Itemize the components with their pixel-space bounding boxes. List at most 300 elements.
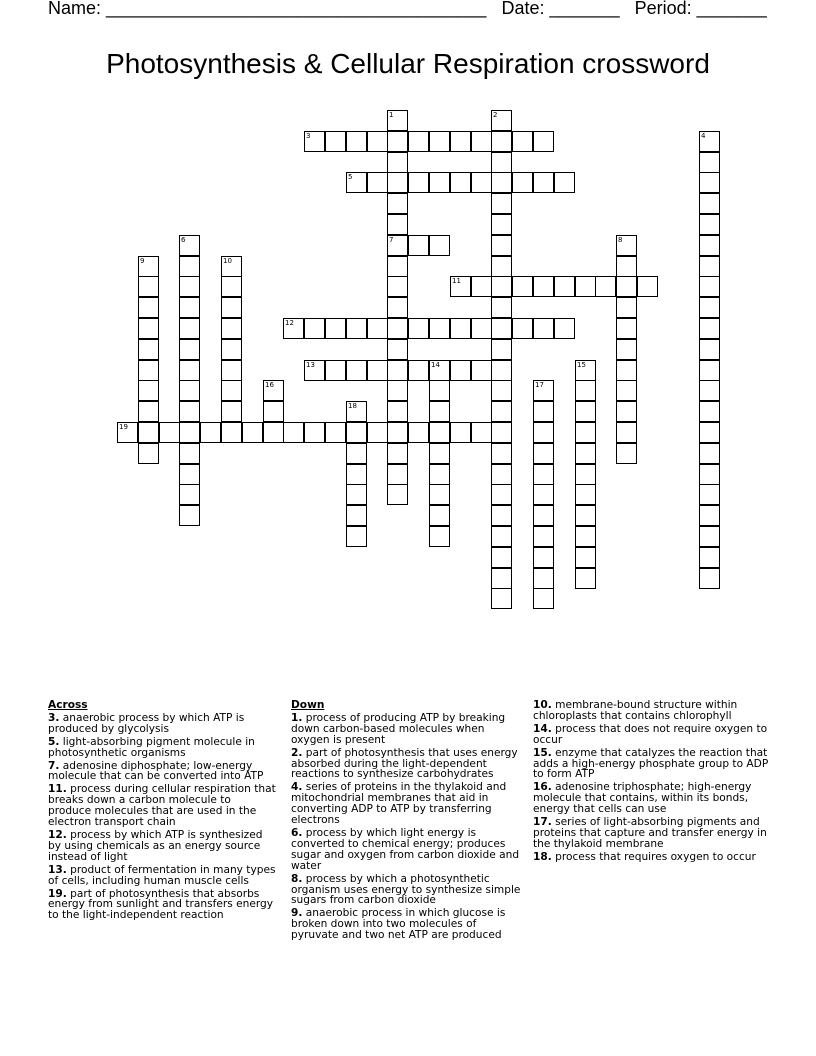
clue-item-number: 5. bbox=[48, 735, 60, 748]
grid-cell[interactable] bbox=[699, 422, 720, 443]
grid-cell[interactable] bbox=[387, 172, 408, 193]
clue-number: 10 bbox=[223, 257, 232, 265]
clue-item-number: 14. bbox=[533, 722, 552, 735]
clue-item-text: process that does not require oxygen to occur bbox=[533, 722, 768, 746]
clue-item bbox=[291, 713, 523, 746]
grid-cell[interactable] bbox=[450, 422, 471, 443]
grid-cell[interactable] bbox=[491, 235, 512, 256]
grid-cell[interactable] bbox=[491, 152, 512, 173]
grid-cell[interactable] bbox=[221, 401, 242, 422]
grid-cell[interactable] bbox=[283, 422, 304, 443]
clue-number: 16 bbox=[265, 381, 274, 389]
clue-item bbox=[48, 830, 276, 863]
grid-cell[interactable] bbox=[429, 318, 450, 339]
grid-cell[interactable] bbox=[221, 276, 242, 297]
grid-cell[interactable] bbox=[429, 401, 450, 422]
grid-cell[interactable] bbox=[491, 588, 512, 609]
grid-cell[interactable] bbox=[346, 131, 367, 152]
grid-cell[interactable] bbox=[616, 401, 637, 422]
grid-cell[interactable] bbox=[387, 443, 408, 464]
grid-cell[interactable] bbox=[491, 276, 512, 297]
grid-cell[interactable] bbox=[699, 526, 720, 547]
grid-cell[interactable] bbox=[138, 401, 159, 422]
grid-cell[interactable] bbox=[387, 297, 408, 318]
clue-item bbox=[48, 737, 276, 759]
grid-cell[interactable] bbox=[346, 318, 367, 339]
grid-cell[interactable] bbox=[304, 131, 325, 152]
down-clues bbox=[291, 700, 523, 943]
grid-cell[interactable] bbox=[512, 172, 533, 193]
grid-cell[interactable] bbox=[575, 505, 596, 526]
grid-cell[interactable] bbox=[179, 235, 200, 256]
grid-cell[interactable] bbox=[616, 380, 637, 401]
grid-cell[interactable] bbox=[491, 547, 512, 568]
clue-item bbox=[533, 782, 769, 815]
grid-cell[interactable] bbox=[138, 339, 159, 360]
grid-cell[interactable] bbox=[387, 401, 408, 422]
grid-cell[interactable] bbox=[221, 318, 242, 339]
clue-number: 2 bbox=[493, 111, 498, 119]
grid-cell[interactable] bbox=[429, 505, 450, 526]
grid-cell[interactable] bbox=[533, 131, 554, 152]
across-clue-list bbox=[48, 713, 276, 921]
grid-cell[interactable] bbox=[367, 131, 388, 152]
clue-item-text: light-absorbing pigment molecule in photosynthetic organisms bbox=[48, 735, 255, 759]
grid-cell[interactable] bbox=[221, 422, 242, 443]
grid-cell[interactable] bbox=[699, 380, 720, 401]
grid-cell[interactable] bbox=[533, 484, 554, 505]
grid-cell[interactable] bbox=[491, 339, 512, 360]
period-field[interactable]: _______ bbox=[696, 0, 767, 18]
clue-item bbox=[533, 817, 769, 850]
clue-item-text: anaerobic process by which ATP is produced by glycolysis bbox=[48, 711, 245, 735]
clue-item-number: 8. bbox=[291, 872, 303, 885]
grid-cell[interactable] bbox=[533, 505, 554, 526]
clue-item-text: product of fermentation in many types of cells, including human muscle cells bbox=[48, 863, 276, 887]
grid-cell[interactable] bbox=[387, 152, 408, 173]
grid-cell[interactable] bbox=[491, 360, 512, 381]
grid-cell[interactable] bbox=[554, 318, 575, 339]
clue-number: 19 bbox=[119, 423, 128, 431]
grid-cell[interactable] bbox=[575, 401, 596, 422]
grid-cell[interactable] bbox=[117, 422, 138, 443]
grid-cell[interactable] bbox=[471, 360, 492, 381]
clue-number: 8 bbox=[618, 236, 623, 244]
grid-cell[interactable] bbox=[491, 110, 512, 131]
grid-cell[interactable] bbox=[699, 214, 720, 235]
grid-cell[interactable] bbox=[346, 464, 367, 485]
grid-cell[interactable] bbox=[554, 172, 575, 193]
grid-cell[interactable] bbox=[408, 131, 429, 152]
grid-cell[interactable] bbox=[304, 318, 325, 339]
clue-item-number: 4. bbox=[291, 781, 303, 794]
grid-cell[interactable] bbox=[346, 172, 367, 193]
down-clues-continued bbox=[533, 700, 769, 865]
grid-cell[interactable] bbox=[491, 380, 512, 401]
clue-item bbox=[291, 828, 523, 872]
grid-cell[interactable] bbox=[575, 276, 596, 297]
period-label: Period: bbox=[634, 0, 692, 18]
grid-cell[interactable] bbox=[533, 526, 554, 547]
clue-item-text: enzyme that catalyzes the reaction that adds a high-energy phosphate group to ADP to form ATP bbox=[533, 746, 769, 781]
clue-number: 12 bbox=[285, 319, 294, 327]
grid-cell[interactable] bbox=[304, 422, 325, 443]
date-field[interactable]: _______ bbox=[549, 0, 620, 18]
grid-cell[interactable] bbox=[221, 256, 242, 277]
grid-cell[interactable] bbox=[429, 443, 450, 464]
grid-cell[interactable] bbox=[450, 318, 471, 339]
grid-cell[interactable] bbox=[491, 443, 512, 464]
grid-cell[interactable] bbox=[616, 297, 637, 318]
grid-cell[interactable] bbox=[491, 505, 512, 526]
grid-cell[interactable] bbox=[575, 484, 596, 505]
grid-cell[interactable] bbox=[304, 360, 325, 381]
grid-cell[interactable] bbox=[491, 568, 512, 589]
grid-cell[interactable] bbox=[471, 172, 492, 193]
grid-cell[interactable] bbox=[263, 401, 284, 422]
grid-cell[interactable] bbox=[429, 526, 450, 547]
clue-item-text: part of photosynthesis that uses energy absorbed during the light-dependent reactions to synthesize carbohydrates bbox=[291, 746, 518, 781]
grid-cell[interactable] bbox=[387, 464, 408, 485]
grid-cell[interactable] bbox=[575, 547, 596, 568]
clue-item-number: 1. bbox=[291, 711, 303, 724]
grid-cell[interactable] bbox=[575, 568, 596, 589]
grid-cell[interactable] bbox=[387, 235, 408, 256]
grid-cell[interactable] bbox=[575, 422, 596, 443]
date-label: Date: bbox=[501, 0, 545, 18]
grid-cell[interactable] bbox=[367, 422, 388, 443]
grid-cell[interactable] bbox=[346, 505, 367, 526]
grid-cell[interactable] bbox=[533, 568, 554, 589]
grid-cell[interactable] bbox=[533, 380, 554, 401]
clue-item-number: 10. bbox=[533, 699, 552, 711]
clue-item bbox=[48, 713, 276, 735]
grid-cell[interactable] bbox=[179, 443, 200, 464]
grid-cell[interactable] bbox=[450, 276, 471, 297]
grid-cell[interactable] bbox=[616, 339, 637, 360]
clue-item-text: series of proteins in the thylakoid and mitochondrial membranes that aid in converting ADP to ATP by transferring electrons bbox=[291, 781, 507, 827]
grid-cell[interactable] bbox=[471, 422, 492, 443]
grid-cell[interactable] bbox=[533, 464, 554, 485]
clue-item bbox=[48, 784, 276, 828]
clue-item-number: 7. bbox=[48, 759, 60, 772]
clue-item-text: adenosine diphosphate; low-energy molecule that can be converted into ATP bbox=[48, 759, 264, 783]
grid-cell[interactable] bbox=[429, 235, 450, 256]
grid-cell[interactable] bbox=[408, 422, 429, 443]
clue-item-number: 3. bbox=[48, 711, 60, 724]
clue-item-text: process during cellular respiration that breaks down a carbon molecule to produce molecules that are used in the electron transport chain bbox=[48, 783, 276, 829]
clue-item bbox=[533, 852, 769, 863]
grid-cell[interactable] bbox=[699, 464, 720, 485]
grid-cell[interactable] bbox=[491, 401, 512, 422]
grid-cell[interactable] bbox=[575, 360, 596, 381]
grid-cell[interactable] bbox=[429, 484, 450, 505]
grid-cell[interactable] bbox=[179, 297, 200, 318]
clue-item bbox=[48, 889, 276, 922]
grid-cell[interactable] bbox=[387, 193, 408, 214]
down-clue-list bbox=[291, 713, 523, 941]
grid-cell[interactable] bbox=[346, 443, 367, 464]
grid-cell[interactable] bbox=[325, 318, 346, 339]
clue-item-number: 19. bbox=[48, 887, 67, 900]
grid-cell[interactable] bbox=[616, 276, 637, 297]
grid-cell[interactable] bbox=[533, 318, 554, 339]
grid-cell[interactable] bbox=[325, 360, 346, 381]
grid-cell[interactable] bbox=[387, 276, 408, 297]
grid-cell[interactable] bbox=[221, 360, 242, 381]
clue-number: 5 bbox=[348, 173, 353, 181]
grid-cell[interactable] bbox=[179, 401, 200, 422]
clue-item-number: 12. bbox=[48, 828, 67, 841]
grid-cell[interactable] bbox=[471, 276, 492, 297]
grid-cell[interactable] bbox=[387, 318, 408, 339]
grid-cell[interactable] bbox=[699, 568, 720, 589]
grid-cell[interactable] bbox=[429, 131, 450, 152]
grid-cell[interactable] bbox=[699, 276, 720, 297]
grid-cell[interactable] bbox=[575, 526, 596, 547]
grid-cell[interactable] bbox=[325, 422, 346, 443]
clue-number: 9 bbox=[140, 257, 145, 265]
grid-cell[interactable] bbox=[491, 193, 512, 214]
grid-cell[interactable] bbox=[429, 422, 450, 443]
grid-cell[interactable] bbox=[346, 401, 367, 422]
grid-cell[interactable] bbox=[429, 464, 450, 485]
clue-item-number: 9. bbox=[291, 907, 303, 920]
grid-cell[interactable] bbox=[263, 380, 284, 401]
grid-cell[interactable] bbox=[699, 401, 720, 422]
grid-cell[interactable] bbox=[471, 318, 492, 339]
grid-cell[interactable] bbox=[491, 172, 512, 193]
clue-item-text: adenosine triphosphate; high-energy molecule that contains, within its bonds, energy that cells can use bbox=[533, 781, 752, 816]
clue-item-text: series of light-absorbing pigments and proteins that capture and transfer energy in the thylakoid membrane bbox=[533, 816, 767, 850]
clue-item bbox=[291, 748, 523, 781]
grid-cell[interactable] bbox=[491, 297, 512, 318]
clue-item-number: 6. bbox=[291, 826, 303, 839]
grid-cell[interactable] bbox=[491, 464, 512, 485]
grid-cell[interactable] bbox=[138, 276, 159, 297]
grid-cell[interactable] bbox=[138, 380, 159, 401]
grid-cell[interactable] bbox=[637, 276, 658, 297]
grid-cell[interactable] bbox=[699, 505, 720, 526]
grid-cell[interactable] bbox=[387, 422, 408, 443]
grid-cell[interactable] bbox=[346, 526, 367, 547]
clue-item-text: anaerobic process in which glucose is broken down into two molecules of pyruvate and two net ATP are produced bbox=[291, 907, 506, 942]
clue-item-number: 2. bbox=[291, 746, 303, 759]
grid-cell[interactable] bbox=[429, 172, 450, 193]
grid-cell[interactable] bbox=[221, 380, 242, 401]
grid-cell[interactable] bbox=[533, 276, 554, 297]
grid-cell[interactable] bbox=[616, 235, 637, 256]
grid-cell[interactable] bbox=[699, 443, 720, 464]
grid-cell[interactable] bbox=[616, 318, 637, 339]
grid-cell[interactable] bbox=[179, 422, 200, 443]
grid-cell[interactable] bbox=[512, 318, 533, 339]
grid-cell[interactable] bbox=[159, 422, 180, 443]
grid-cell[interactable] bbox=[595, 276, 616, 297]
grid-cell[interactable] bbox=[575, 443, 596, 464]
clue-item bbox=[533, 748, 769, 781]
grid-cell[interactable] bbox=[387, 380, 408, 401]
grid-cell[interactable] bbox=[408, 318, 429, 339]
grid-cell[interactable] bbox=[554, 276, 575, 297]
grid-cell[interactable] bbox=[179, 339, 200, 360]
clue-item-number: 17. bbox=[533, 816, 552, 829]
grid-cell[interactable] bbox=[699, 339, 720, 360]
grid-cell[interactable] bbox=[429, 360, 450, 381]
grid-cell[interactable] bbox=[179, 484, 200, 505]
clue-item-text: process by which ATP is synthesized by using chemicals as an energy source instead of light bbox=[48, 828, 263, 863]
grid-cell[interactable] bbox=[242, 422, 263, 443]
grid-cell[interactable] bbox=[346, 422, 367, 443]
grid-cell[interactable] bbox=[138, 422, 159, 443]
grid-cell[interactable] bbox=[491, 256, 512, 277]
grid-cell[interactable] bbox=[179, 464, 200, 485]
clue-item bbox=[291, 908, 523, 941]
clue-number: 17 bbox=[535, 381, 544, 389]
clue-item-text: part of photosynthesis that absorbs energy from sunlight and transfers energy to the light-independent reaction bbox=[48, 887, 274, 922]
across-heading: Across bbox=[48, 699, 88, 711]
clue-number: 14 bbox=[431, 361, 440, 369]
grid-cell[interactable] bbox=[491, 131, 512, 152]
grid-cell[interactable] bbox=[533, 172, 554, 193]
grid-cell[interactable] bbox=[387, 214, 408, 235]
clue-number: 7 bbox=[389, 236, 394, 244]
grid-cell[interactable] bbox=[179, 360, 200, 381]
grid-cell[interactable] bbox=[387, 360, 408, 381]
grid-cell[interactable] bbox=[512, 131, 533, 152]
grid-cell[interactable] bbox=[491, 484, 512, 505]
grid-cell[interactable] bbox=[387, 131, 408, 152]
clue-number: 13 bbox=[306, 361, 315, 369]
clue-item-number: 16. bbox=[533, 781, 552, 794]
grid-cell[interactable] bbox=[387, 339, 408, 360]
grid-cell[interactable] bbox=[533, 422, 554, 443]
grid-cell[interactable] bbox=[200, 422, 221, 443]
grid-cell[interactable] bbox=[491, 214, 512, 235]
grid-cell[interactable] bbox=[179, 505, 200, 526]
grid-cell[interactable] bbox=[450, 172, 471, 193]
grid-cell[interactable] bbox=[699, 360, 720, 381]
grid-cell[interactable] bbox=[491, 318, 512, 339]
clue-item bbox=[291, 874, 523, 907]
across-clues bbox=[48, 700, 276, 923]
clue-number: 1 bbox=[389, 111, 394, 119]
clue-item-text: process by which a photosynthetic organism uses energy to synthesize simple sugars from carbon dioxide bbox=[291, 872, 521, 907]
grid-cell[interactable] bbox=[699, 131, 720, 152]
grid-cell[interactable] bbox=[491, 422, 512, 443]
grid-cell[interactable] bbox=[387, 110, 408, 131]
grid-cell[interactable] bbox=[699, 235, 720, 256]
grid-cell[interactable] bbox=[699, 193, 720, 214]
grid-cell[interactable] bbox=[699, 547, 720, 568]
grid-cell[interactable] bbox=[533, 443, 554, 464]
grid-cell[interactable] bbox=[408, 235, 429, 256]
grid-cell[interactable] bbox=[533, 588, 554, 609]
clue-item-number: 15. bbox=[533, 746, 552, 759]
clue-item-number: 18. bbox=[533, 850, 552, 863]
clue-number: 3 bbox=[306, 132, 311, 140]
grid-cell[interactable] bbox=[575, 464, 596, 485]
grid-cell[interactable] bbox=[387, 484, 408, 505]
grid-cell[interactable] bbox=[179, 256, 200, 277]
grid-cell[interactable] bbox=[367, 360, 388, 381]
clue-number: 4 bbox=[701, 132, 706, 140]
clue-number: 11 bbox=[452, 277, 461, 285]
grid-cell[interactable] bbox=[699, 152, 720, 173]
clue-item-text: process by which light energy is converted to chemical energy; produces sugar and oxygen from carbon dioxide and water bbox=[291, 826, 520, 872]
clue-number: 15 bbox=[577, 361, 586, 369]
grid-cell[interactable] bbox=[221, 339, 242, 360]
grid-cell[interactable] bbox=[367, 318, 388, 339]
name-label: Name: bbox=[48, 0, 102, 18]
down-heading: Down bbox=[291, 699, 325, 711]
clue-item bbox=[291, 782, 523, 826]
clue-item bbox=[48, 761, 276, 783]
grid-cell[interactable] bbox=[263, 422, 284, 443]
grid-cell[interactable] bbox=[575, 380, 596, 401]
down-clue-list-continued bbox=[533, 700, 769, 863]
grid-cell[interactable] bbox=[429, 380, 450, 401]
clue-item-number: 13. bbox=[48, 863, 67, 876]
grid-cell[interactable] bbox=[179, 276, 200, 297]
page-title: Photosynthesis & Cellular Respiration crossword bbox=[106, 48, 710, 79]
grid-cell[interactable] bbox=[387, 256, 408, 277]
grid-cell[interactable] bbox=[699, 484, 720, 505]
grid-cell[interactable] bbox=[512, 276, 533, 297]
grid-cell[interactable] bbox=[471, 131, 492, 152]
grid-cell[interactable] bbox=[138, 443, 159, 464]
clue-item-text: membrane-bound structure within chloroplasts that contains chlorophyll bbox=[533, 699, 738, 722]
grid-cell[interactable] bbox=[138, 360, 159, 381]
clue-number: 18 bbox=[348, 402, 357, 410]
name-field[interactable]: ______________________________________ bbox=[106, 0, 487, 18]
grid-cell[interactable] bbox=[346, 484, 367, 505]
clue-item bbox=[533, 724, 769, 746]
grid-cell[interactable] bbox=[408, 172, 429, 193]
grid-cell[interactable] bbox=[533, 401, 554, 422]
grid-cell[interactable] bbox=[179, 318, 200, 339]
clue-item bbox=[48, 865, 276, 887]
grid-cell[interactable] bbox=[346, 360, 367, 381]
clue-number: 6 bbox=[181, 236, 186, 244]
grid-cell[interactable] bbox=[408, 360, 429, 381]
grid-cell[interactable] bbox=[699, 297, 720, 318]
grid-cell[interactable] bbox=[491, 526, 512, 547]
grid-cell[interactable] bbox=[699, 172, 720, 193]
grid-cell[interactable] bbox=[138, 318, 159, 339]
grid-cell[interactable] bbox=[138, 297, 159, 318]
clue-item bbox=[533, 700, 769, 722]
grid-cell[interactable] bbox=[367, 172, 388, 193]
clue-item-text: process that requires oxygen to occur bbox=[551, 850, 756, 863]
clue-item-number: 11. bbox=[48, 783, 67, 796]
grid-cell[interactable] bbox=[616, 360, 637, 381]
grid-cell[interactable] bbox=[283, 318, 304, 339]
grid-cell[interactable] bbox=[450, 131, 471, 152]
grid-cell[interactable] bbox=[138, 256, 159, 277]
grid-cell[interactable] bbox=[699, 256, 720, 277]
grid-cell[interactable] bbox=[533, 547, 554, 568]
grid-cell[interactable] bbox=[450, 360, 471, 381]
grid-cell[interactable] bbox=[325, 131, 346, 152]
grid-cell[interactable] bbox=[616, 256, 637, 277]
grid-cell[interactable] bbox=[616, 443, 637, 464]
grid-cell[interactable] bbox=[616, 422, 637, 443]
clue-item-text: process of producing ATP by breaking down carbon-based molecules when oxygen is present bbox=[291, 711, 506, 746]
grid-cell[interactable] bbox=[699, 318, 720, 339]
grid-cell[interactable] bbox=[179, 380, 200, 401]
grid-cell[interactable] bbox=[221, 297, 242, 318]
